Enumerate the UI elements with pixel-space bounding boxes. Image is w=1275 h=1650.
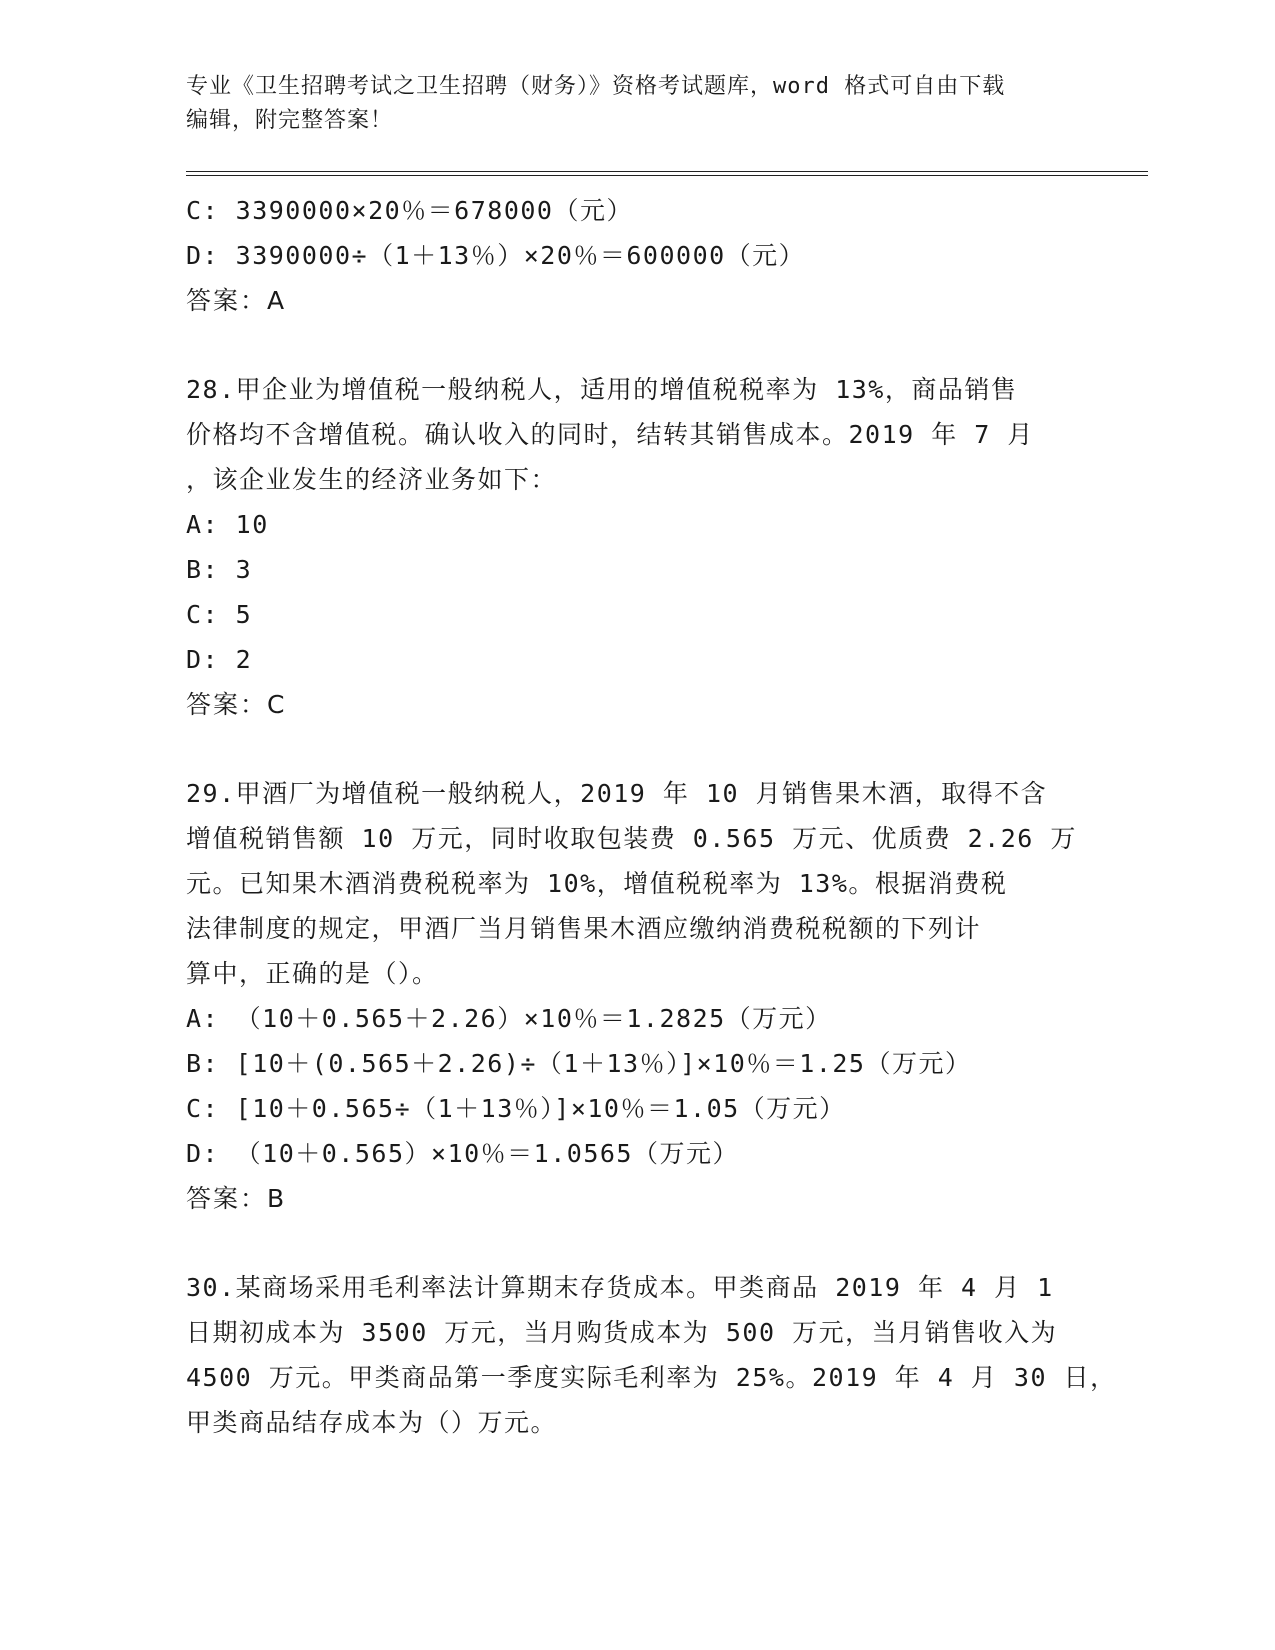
header-line-1: 专业《卫生招聘考试之卫生招聘（财务）》资格考试题库，word 格式可自由下载	[186, 74, 1006, 99]
spacer	[186, 727, 1086, 771]
prev-question	[186, 188, 1086, 323]
option-a: A: （10＋0.565＋2.26）×10％＝1.2825（万元）	[186, 1004, 832, 1033]
header-rule-bottom	[186, 175, 1148, 176]
question-28	[186, 367, 1086, 727]
question-text-line: 29.甲酒厂为增值税一般纳税人，2019 年 10 月销售果木酒，取得不含	[186, 779, 1048, 808]
question-text-line: 算中，正确的是（）。	[186, 959, 439, 988]
spacer	[186, 1221, 1086, 1265]
question-text-line: 价格均不含增值税。确认收入的同时，结转其销售成本。2019 年 7 月	[186, 420, 1034, 449]
question-text-line: 增值税销售额 10 万元，同时收取包装费 0.565 万元、优质费 2.26 万	[186, 824, 1077, 853]
answer: 答案：A	[186, 286, 287, 315]
question-text-line: 甲类商品结存成本为（）万元。	[186, 1408, 558, 1437]
option-c: C: 3390000×20％＝678000（元）	[186, 196, 633, 225]
question-content	[186, 188, 1117, 1445]
header-rule-top	[186, 171, 1148, 172]
option-d: D: 2	[186, 645, 253, 674]
question-text-line: 法律制度的规定，甲酒厂当月销售果木酒应缴纳消费税税额的下列计	[186, 914, 982, 943]
question-29	[186, 771, 1086, 1221]
option-d: D: （10＋0.565）×10％＝1.0565（万元）	[186, 1139, 739, 1168]
question-text-line: 元。已知果木酒消费税税率为 10%，增值税税率为 13%。根据消费税	[186, 869, 1008, 898]
question-text-line: 4500 万元。甲类商品第一季度实际毛利率为 25%。2019 年 4 月 30 日，	[186, 1363, 1117, 1392]
spacer	[186, 323, 1086, 367]
option-d: D: 3390000÷（1＋13％）×20％＝600000（元）	[186, 241, 806, 270]
question-text-line: 30.某商场采用毛利率法计算期末存货成本。甲类商品 2019 年 4 月 1	[186, 1273, 1054, 1302]
answer: 答案：C	[186, 690, 287, 719]
header-line-2: 编辑，附完整答案！	[186, 108, 394, 133]
option-a: A: 10	[186, 510, 269, 539]
option-c: C: 5	[186, 600, 253, 629]
option-c: C: [10＋0.565÷（1＋13％）]×10％＝1.05（万元）	[186, 1094, 846, 1123]
question-text-line: 28.甲企业为增值税一般纳税人，适用的增值税税率为 13%，商品销售	[186, 375, 1018, 404]
document-header	[186, 70, 1086, 138]
answer: 答案：B	[186, 1184, 287, 1213]
question-text-line: 日期初成本为 3500 万元，当月购货成本为 500 万元，当月销售收入为	[186, 1318, 1058, 1347]
question-30	[186, 1265, 1117, 1445]
option-b: B: 3	[186, 555, 253, 584]
option-b: B: [10＋(0.565＋2.26)÷（1＋13％）]×10％＝1.25（万元）	[186, 1049, 972, 1078]
question-text-line: ，该企业发生的经济业务如下：	[186, 465, 558, 494]
